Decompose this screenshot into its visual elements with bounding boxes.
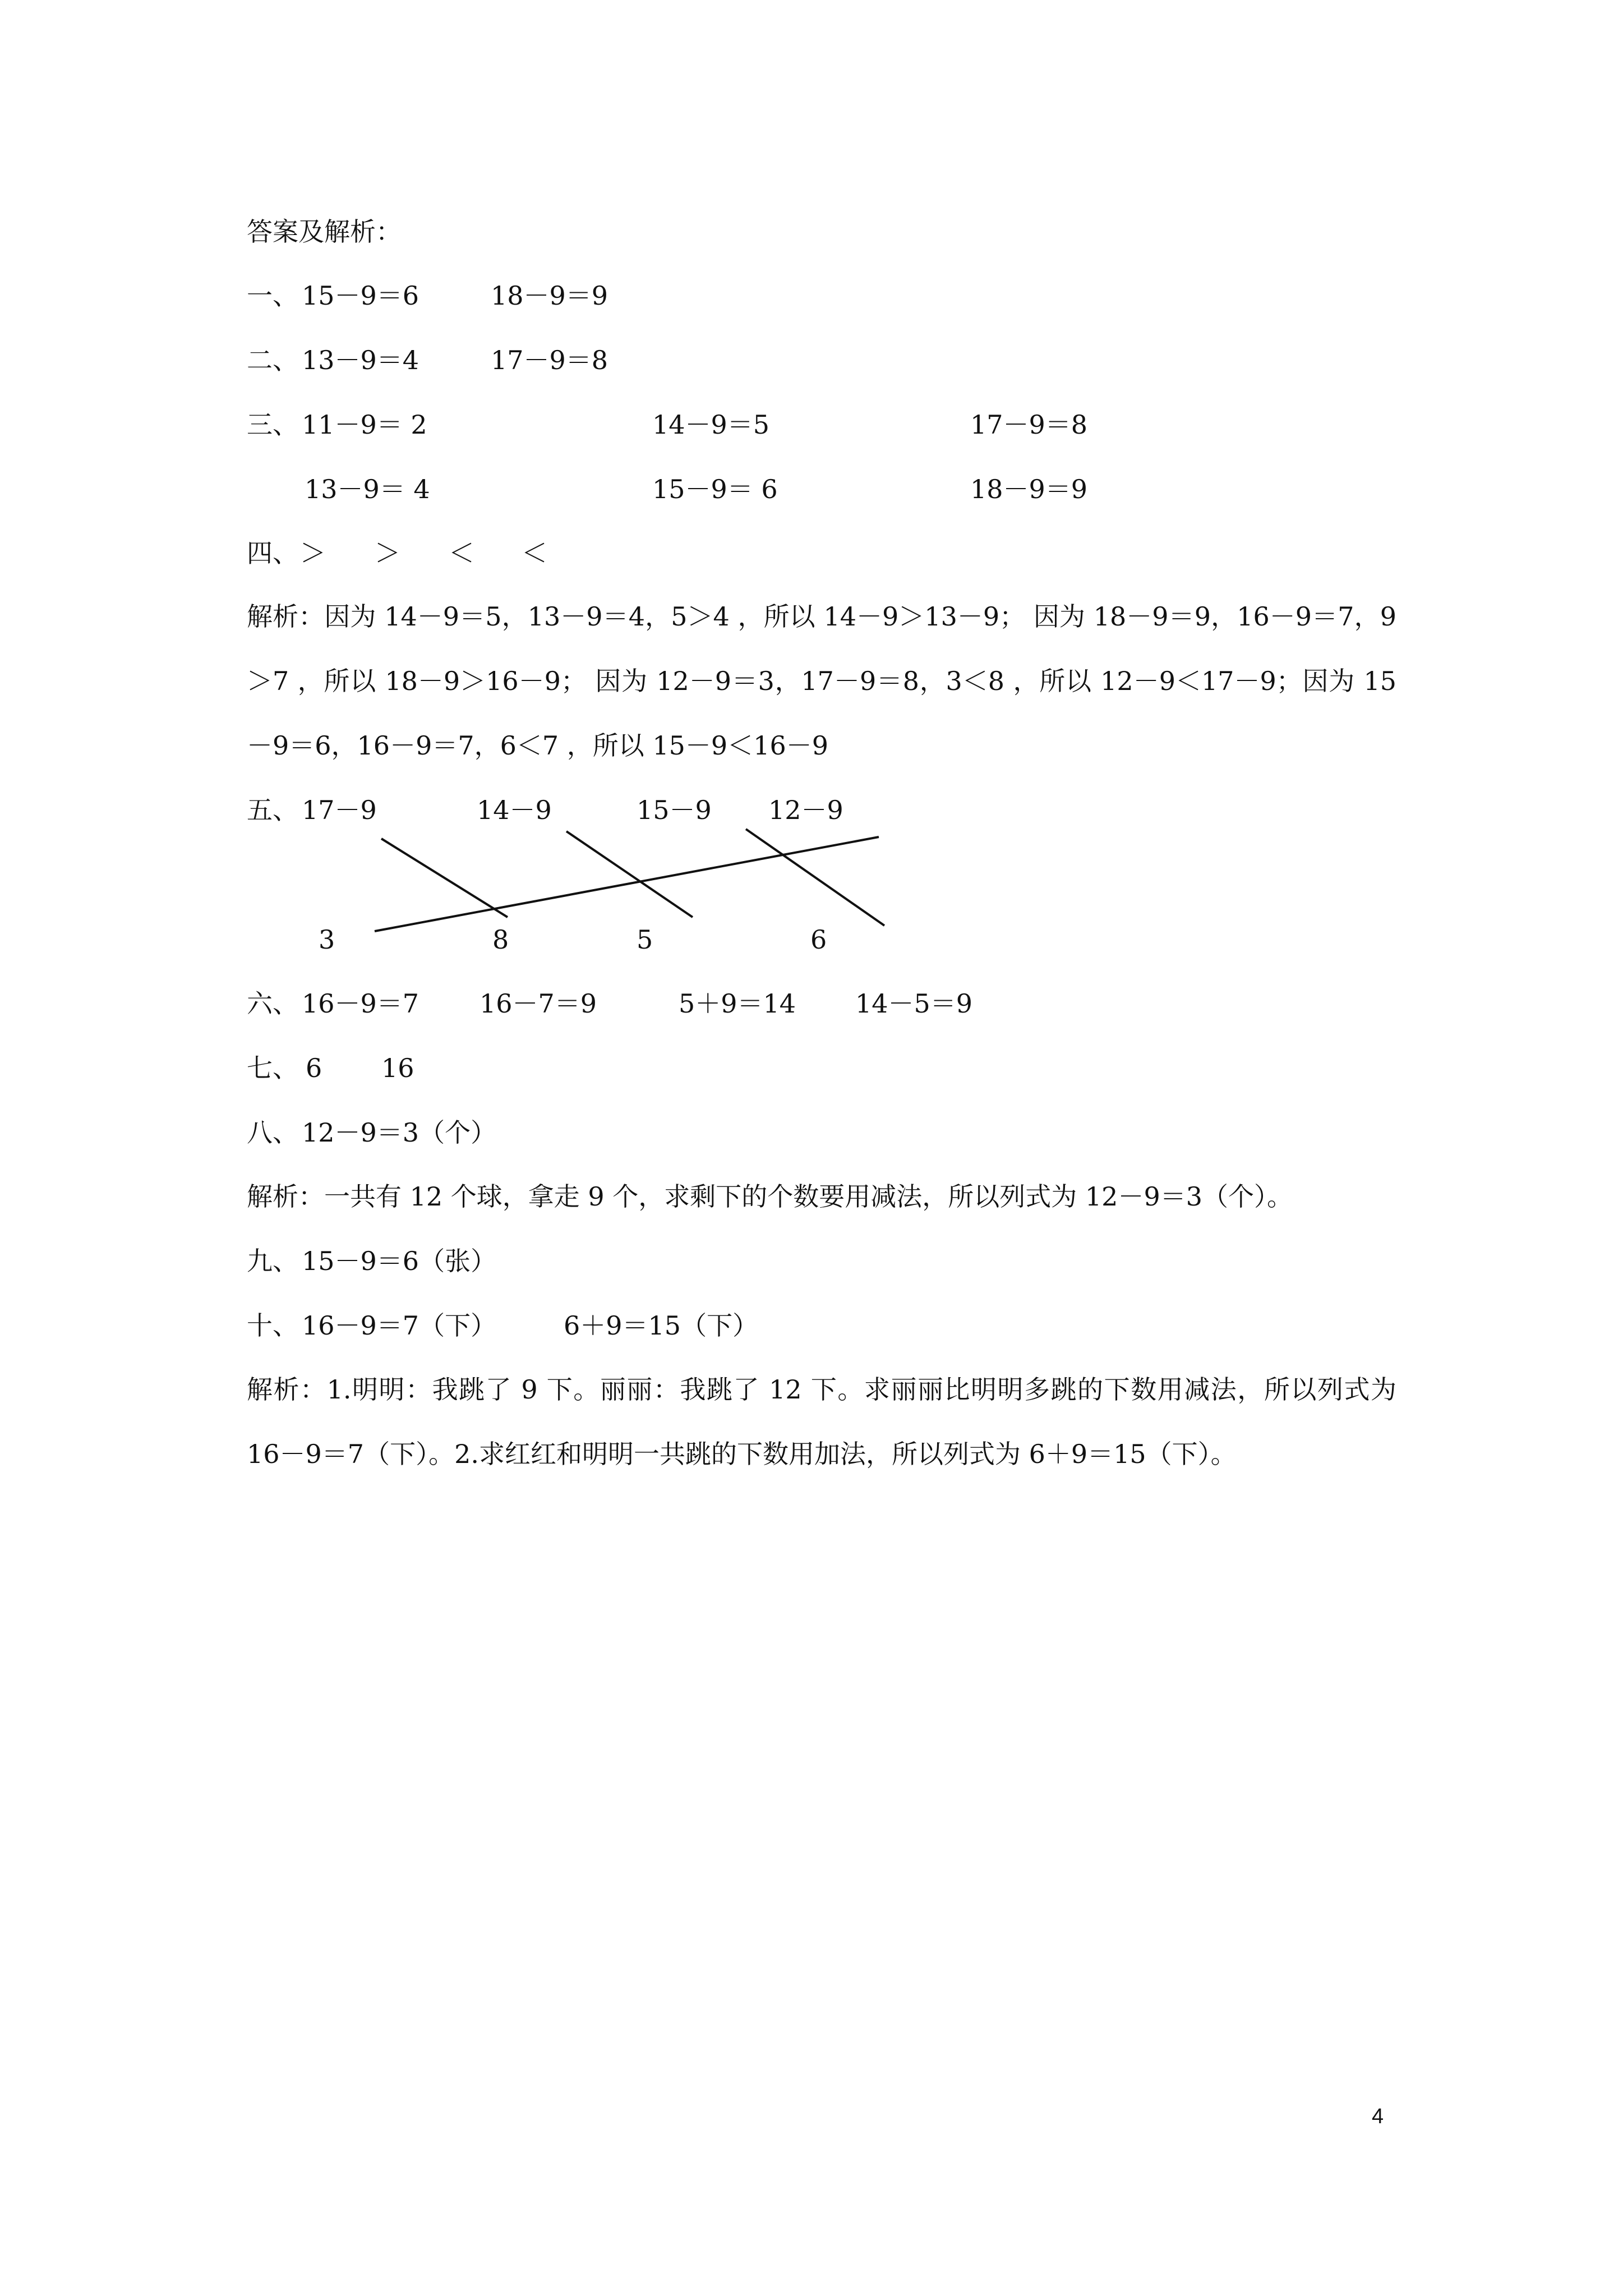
q6-item: 16－7＝9 — [479, 988, 597, 1019]
q2-answer-a: 13－9＝4 — [302, 345, 419, 375]
q5-top-item: 17－9 — [302, 795, 377, 825]
q2-answer-b: 17－9＝8 — [491, 345, 608, 375]
q8-answer: 12－9＝3（个） — [302, 1117, 497, 1148]
match-line — [375, 837, 879, 931]
q6-item: 5＋9＝14 — [679, 988, 796, 1019]
q6-item: 14－5＝9 — [855, 988, 973, 1019]
q1-answer-b: 18－9＝9 — [491, 280, 608, 311]
q3-row1-item: 17－9＝8 — [970, 409, 1088, 440]
q3-row2-item: 15－9＝ 6 — [652, 474, 778, 504]
q3-row2-item: 18－9＝9 — [970, 474, 1088, 504]
match-line — [381, 839, 508, 917]
page-title: 答案及解析： — [247, 217, 402, 247]
q3-row1-item: 14－9＝5 — [652, 409, 770, 440]
q5-top-item: 14－9 — [477, 795, 552, 825]
q5-top-item: 12－9 — [768, 795, 843, 825]
match-line — [746, 829, 884, 926]
q7-label: 七、 — [247, 1053, 298, 1083]
q2-label: 二、 — [247, 345, 298, 375]
q1-answer-a: 15－9＝6 — [302, 280, 419, 311]
q7-item: 16 — [381, 1053, 414, 1083]
q8-explanation: 解析：一共有 12 个球，拿走 9 个，求剩下的个数要用减法，所以列式为 12－9＝3（个）。 — [247, 1181, 1293, 1212]
q5-bottom-item: 5 — [637, 924, 653, 955]
q5-label: 五、 — [247, 795, 298, 825]
page-number: 4 — [1372, 2105, 1384, 2128]
q3-row1-item: 11－9＝ 2 — [302, 409, 427, 440]
q7-item: 6 — [306, 1053, 322, 1083]
q3-row2-item: 13－9＝ 4 — [305, 474, 430, 504]
q4-sign: ＜ — [522, 538, 547, 568]
q5-bottom-item: 6 — [810, 924, 827, 955]
q6-item: 16－9＝7 — [302, 988, 419, 1019]
q4-label: 四、 — [247, 538, 298, 568]
q1-label: 一、 — [247, 280, 298, 311]
q6-label: 六、 — [247, 988, 298, 1019]
q4-sign: ＞ — [300, 538, 326, 568]
q9-label: 九、 — [247, 1246, 298, 1276]
q10-answer-a: 16－9＝7（下） — [302, 1310, 497, 1341]
q10-label: 十、 — [247, 1310, 298, 1341]
q5-top-item: 15－9 — [637, 795, 712, 825]
q3-label: 三、 — [247, 409, 298, 440]
q8-label: 八、 — [247, 1117, 298, 1148]
q5-bottom-item: 8 — [492, 924, 509, 955]
q10-explanation: 解析：1.明明：我跳了 9 下。丽丽：我跳了 12 下。求丽丽比明明多跳的下数用减法，所以列式为 16－9＝7（下）。2.求红红和明明一共跳的下数用加法，所以列式为 6＋9＝15（下）。 — [247, 1374, 1396, 1469]
q9-answer: 15－9＝6（张） — [302, 1246, 497, 1276]
q4-sign: ＜ — [449, 538, 474, 568]
q10-answer-b: 6＋9＝15（下） — [564, 1310, 759, 1341]
q5-bottom-item: 3 — [319, 924, 335, 955]
q4-explanation: 解析：因为 14－9＝5，13－9＝4，5＞4 ，所以 14－9＞13－9； 因为 18－9＝9，16－9＝7，9＞7 ，所以 18－9＞16－9； 因为 12－9＝3，17－9＝8，3＜8 ，所以 12－9＜17－9；因为 15－9＝6，16－9＝7，6＜7 ，所以 15－9＜16－9 — [247, 601, 1396, 761]
q4-sign: ＞ — [375, 538, 400, 568]
